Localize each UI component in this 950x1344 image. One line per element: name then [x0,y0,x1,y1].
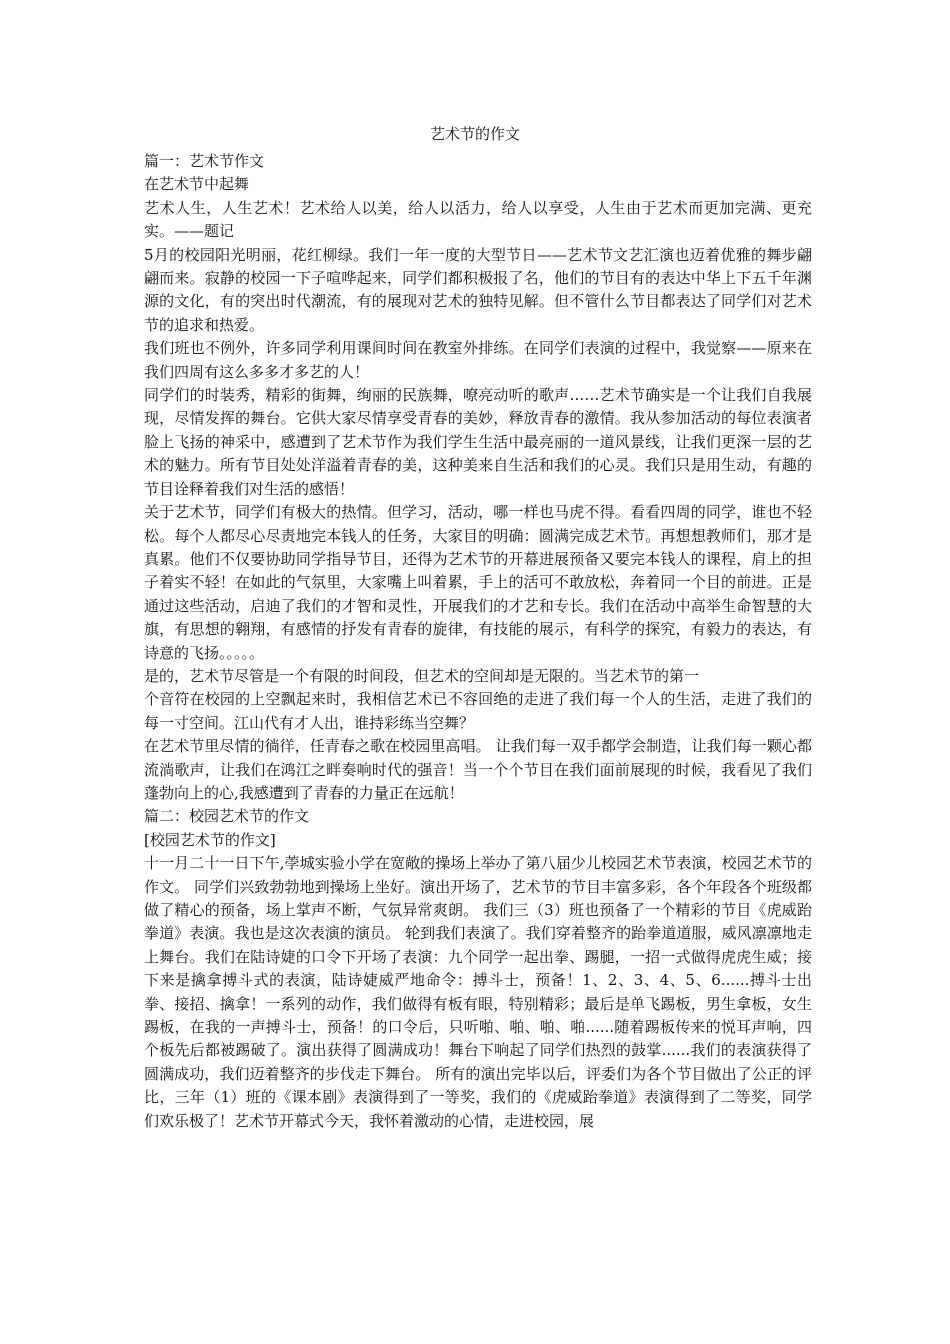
paragraph: 十一月二十一日下午,荸城实验小学在宽敞的操场上举办了第八届少儿校园艺术节表演，校园艺术节的作文。 同学们兴致勃勃地到操场上坐好。演出开场了，艺术节的节目丰富多彩，各个年段各个班级都做了精心的预备，场上掌声不断，气氛异常爽朗。 我们三（3）班也预备了一个精彩的节目《虎威跆拳道》表演。我也是这次表演的演员。 轮到我们表演了。我们穿着整齐的跆拳道道服，威风凛凛地走上舞台。我们在陆诗婕的口令下开场了表演：九个同学一起出拳、踢腿，一招一式做得虎虎生威；接下来是擒拿搏斗式的表演，陆诗婕威严地命令：搏斗士，预备！1、2、3、4、5、6......搏斗士出拳、接招、擒拿！一系列的动作，我们做得有板有眼，特别精彩；最后是单飞踢板，男生拿板，女生踢板，在我的一声搏斗士，预备！的口令后，只听啪、啪、啪、啪......随着踢板传来的悦耳声响，四个板先后都被踢破了。演出获得了圆满成功！舞台下响起了同学们热烈的鼓掌......我们的表演获得了圆满成功，我们迈着整齐的步伐走下舞台。 所有的演出完毕以后，评委们为各个节目做出了公正的评比，三年（1）班的《课本剧》表演得到了一等奖，我们的《虎威跆拳道》表演得到了二等奖，同学们欢乐极了！艺术节开幕式今天，我怀着激动的心情，走进校园，展 [144,854,812,1130]
document-body [144,150,812,1133]
paragraph-epigraph: 艺术人生，人生艺术！艺术给人以美，给人以活力，给人以享受，人生由于艺术而更加完满、更充实。——题记 [144,198,812,241]
section-heading-2: 篇二：校园艺术节的作文 [144,807,310,826]
paragraph: 是的，艺术节尽管是一个有限的时间段，但艺术的空间却是无限的。当艺术节的第一 [144,666,700,685]
paragraph: 我们班也不例外，许多同学利用课间时间在教室外排练。在同学们表演的过程中，我觉察——原来在我们四周有这么多多才多艺的人！ [144,339,812,381]
paragraph: 5月的校园阳光明丽，花红柳绿。我们一年一度的大型节日——艺术节文艺汇演也迈着优雅的舞步翩翩而来。寂静的校园一下子喧哗起来，同学们都积极报了名，他们的节目有的表达中华上下五千年渊源的文化，有的突出时代潮流，有的展现对艺术的独特见解。但不管什么节目都表达了同学们对艺术节的追求和热爱。 [144,245,812,334]
paragraph: 个音符在校园的上空飘起来时，我相信艺术已不容回绝的走进了我们每一个人的生活，走进了我们的每一寸空间。江山代有才人出，谁持彩练当空舞？ [144,690,812,732]
paragraph: 关于艺术节，同学们有极大的热情。但学习，活动，哪一样也马虎不得。看看四周的同学，谁也不轻松。每个人都尽心尽责地完本钱人的任务，大家目的明确：圆满完成艺术节。再想想教师们，那才是真累。他们不仅要协助同学指导节目，还得为艺术节的开幕进展预备又要完本钱人的课程，肩上的担子着实不轻！在如此的气氛里，大家嘴上叫着累，手上的活可不敢放松，奔着同一个目的前进。正是通过这些活动，启迪了我们的才智和灵性，开展我们的才艺和专长。我们在活动中高举生命智慧的大旗，有思想的翱翔，有感情的抒发有青春的旋律，有技能的展示，有科学的探究，有毅力的表达，有诗意的飞扬。。。。。 [144,503,812,662]
paragraph: 同学们的时装秀，精彩的街舞，绚丽的民族舞，嘹亮动听的歌声……艺术节确实是一个让我们自我展现，尽情发挥的舞台。它供大家尽情享受青春的美妙，释放青春的激情。我从参加活动的每位表演者脸上飞扬的神采中，感遭到了艺术节作为我们学生生活中最亮丽的一道风景线，让我们更深一层的艺术的魅力。所有节目处处洋溢着青春的美，这种美来自生活和我们的心灵。我们只是用生动，有趣的节目诠释着我们对生活的感悟！ [144,386,812,498]
subtitle: [校园艺术节的作文] [144,830,276,849]
section-heading-1: 篇一：艺术节作文 [144,152,265,170]
subtitle: 在艺术节中起舞 [144,175,250,194]
paragraph: 在艺术节里尽情的徜徉，任青春之歌在校园里高唱。 让我们每一双手都学会制造，让我们每一颗心都流淌歌声，让我们在鸿江之畔奏响时代的强音！当一个个节目在我们面前展现的时候，我看见了我们蓬勃向上的心,我感遭到了青春的力量正在远航！ [144,737,812,802]
document-title: 艺术节的作文 [429,125,520,143]
